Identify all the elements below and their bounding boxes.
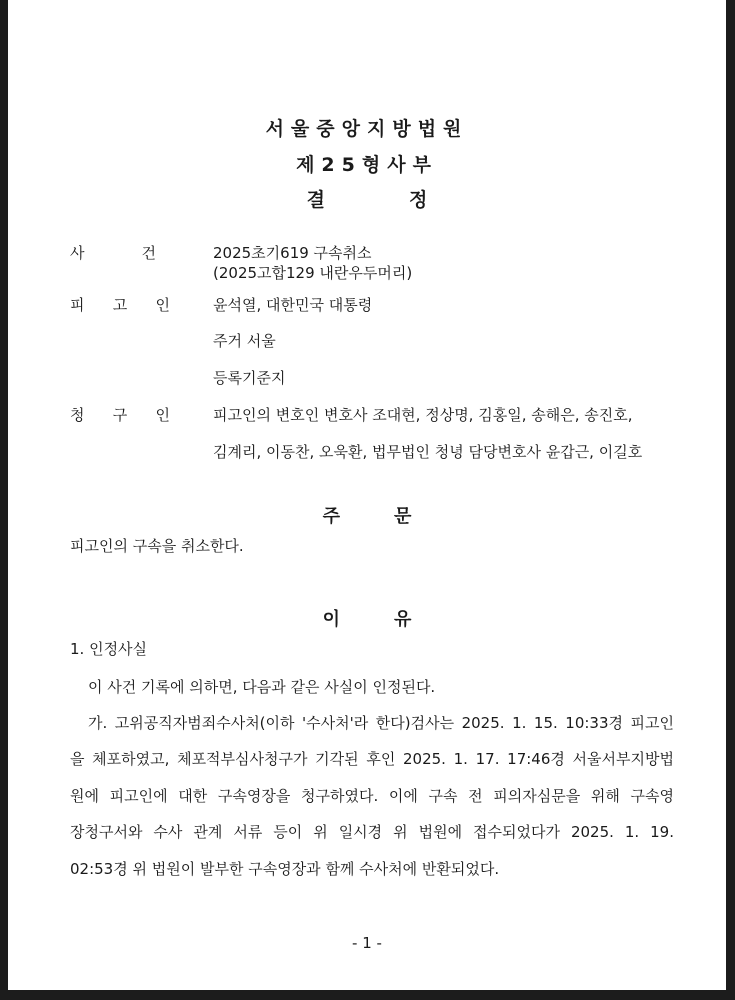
court-name: 서울중앙지방법원 [265,118,469,140]
case-label: 사 건 [70,244,156,262]
petitioner-line-2: 김계리, 이동찬, 오욱환, 법무법인 청녕 담당변호사 윤갑근, 이길호 [213,443,643,461]
page-number: - 1 - [352,934,382,952]
case-name: (2025고합129 내란우두머리) [213,264,413,282]
document-page [8,0,726,990]
defendant-address: 주거 서울 [213,332,276,350]
order-text: 피고인의 구속을 취소한다. [70,537,244,555]
intro-paragraph: 이 사건 기록에 의하면, 다음과 같은 사실이 인정된다. [88,678,436,696]
reasons-heading: 이유 [322,609,466,630]
division-name: 제25형사부 [296,154,438,176]
petitioner-line-1: 피고인의 변호인 변호사 조대현, 정상명, 김홍일, 송해은, 송진호, [213,406,633,424]
paragraph-ga-line-5: 02:53경 위 법원이 발부한 구속영장과 함께 수사처에 반환되었다. [70,860,500,878]
paragraph-ga-line-3: 원에 피고인에 대한 구속영장을 청구하였다. 이에 구속 전 피의자심문을 위해 구속영 [70,787,674,805]
defendant-label: 피 고 인 [70,296,170,314]
petitioner-label: 청 구 인 [70,406,170,424]
paragraph-ga-line-2: 을 체포하였고, 체포적부심사청구가 기각된 후인 2025. 1. 17. 17:46경 서울서부지방법 [70,750,674,768]
defendant-registry: 등록기준지 [213,369,286,387]
section-1-title: 1. 인정사실 [70,640,148,658]
case-number: 2025초기619 구속취소 [213,244,372,262]
order-heading: 주문 [322,506,466,527]
defendant-name: 윤석열, 대한민국 대통령 [213,296,373,314]
paragraph-ga-line-1: 가. 고위공직자범죄수사처(이하 '수사처'라 한다)검사는 2025. 1. 15. 10:33경 피고인 [88,714,674,732]
document-title: 결정 [306,189,512,211]
paragraph-ga-line-4: 장청구서와 수사 관계 서류 등이 위 일시경 위 법원에 접수되었다가 2025. 1. 19. [70,823,674,841]
